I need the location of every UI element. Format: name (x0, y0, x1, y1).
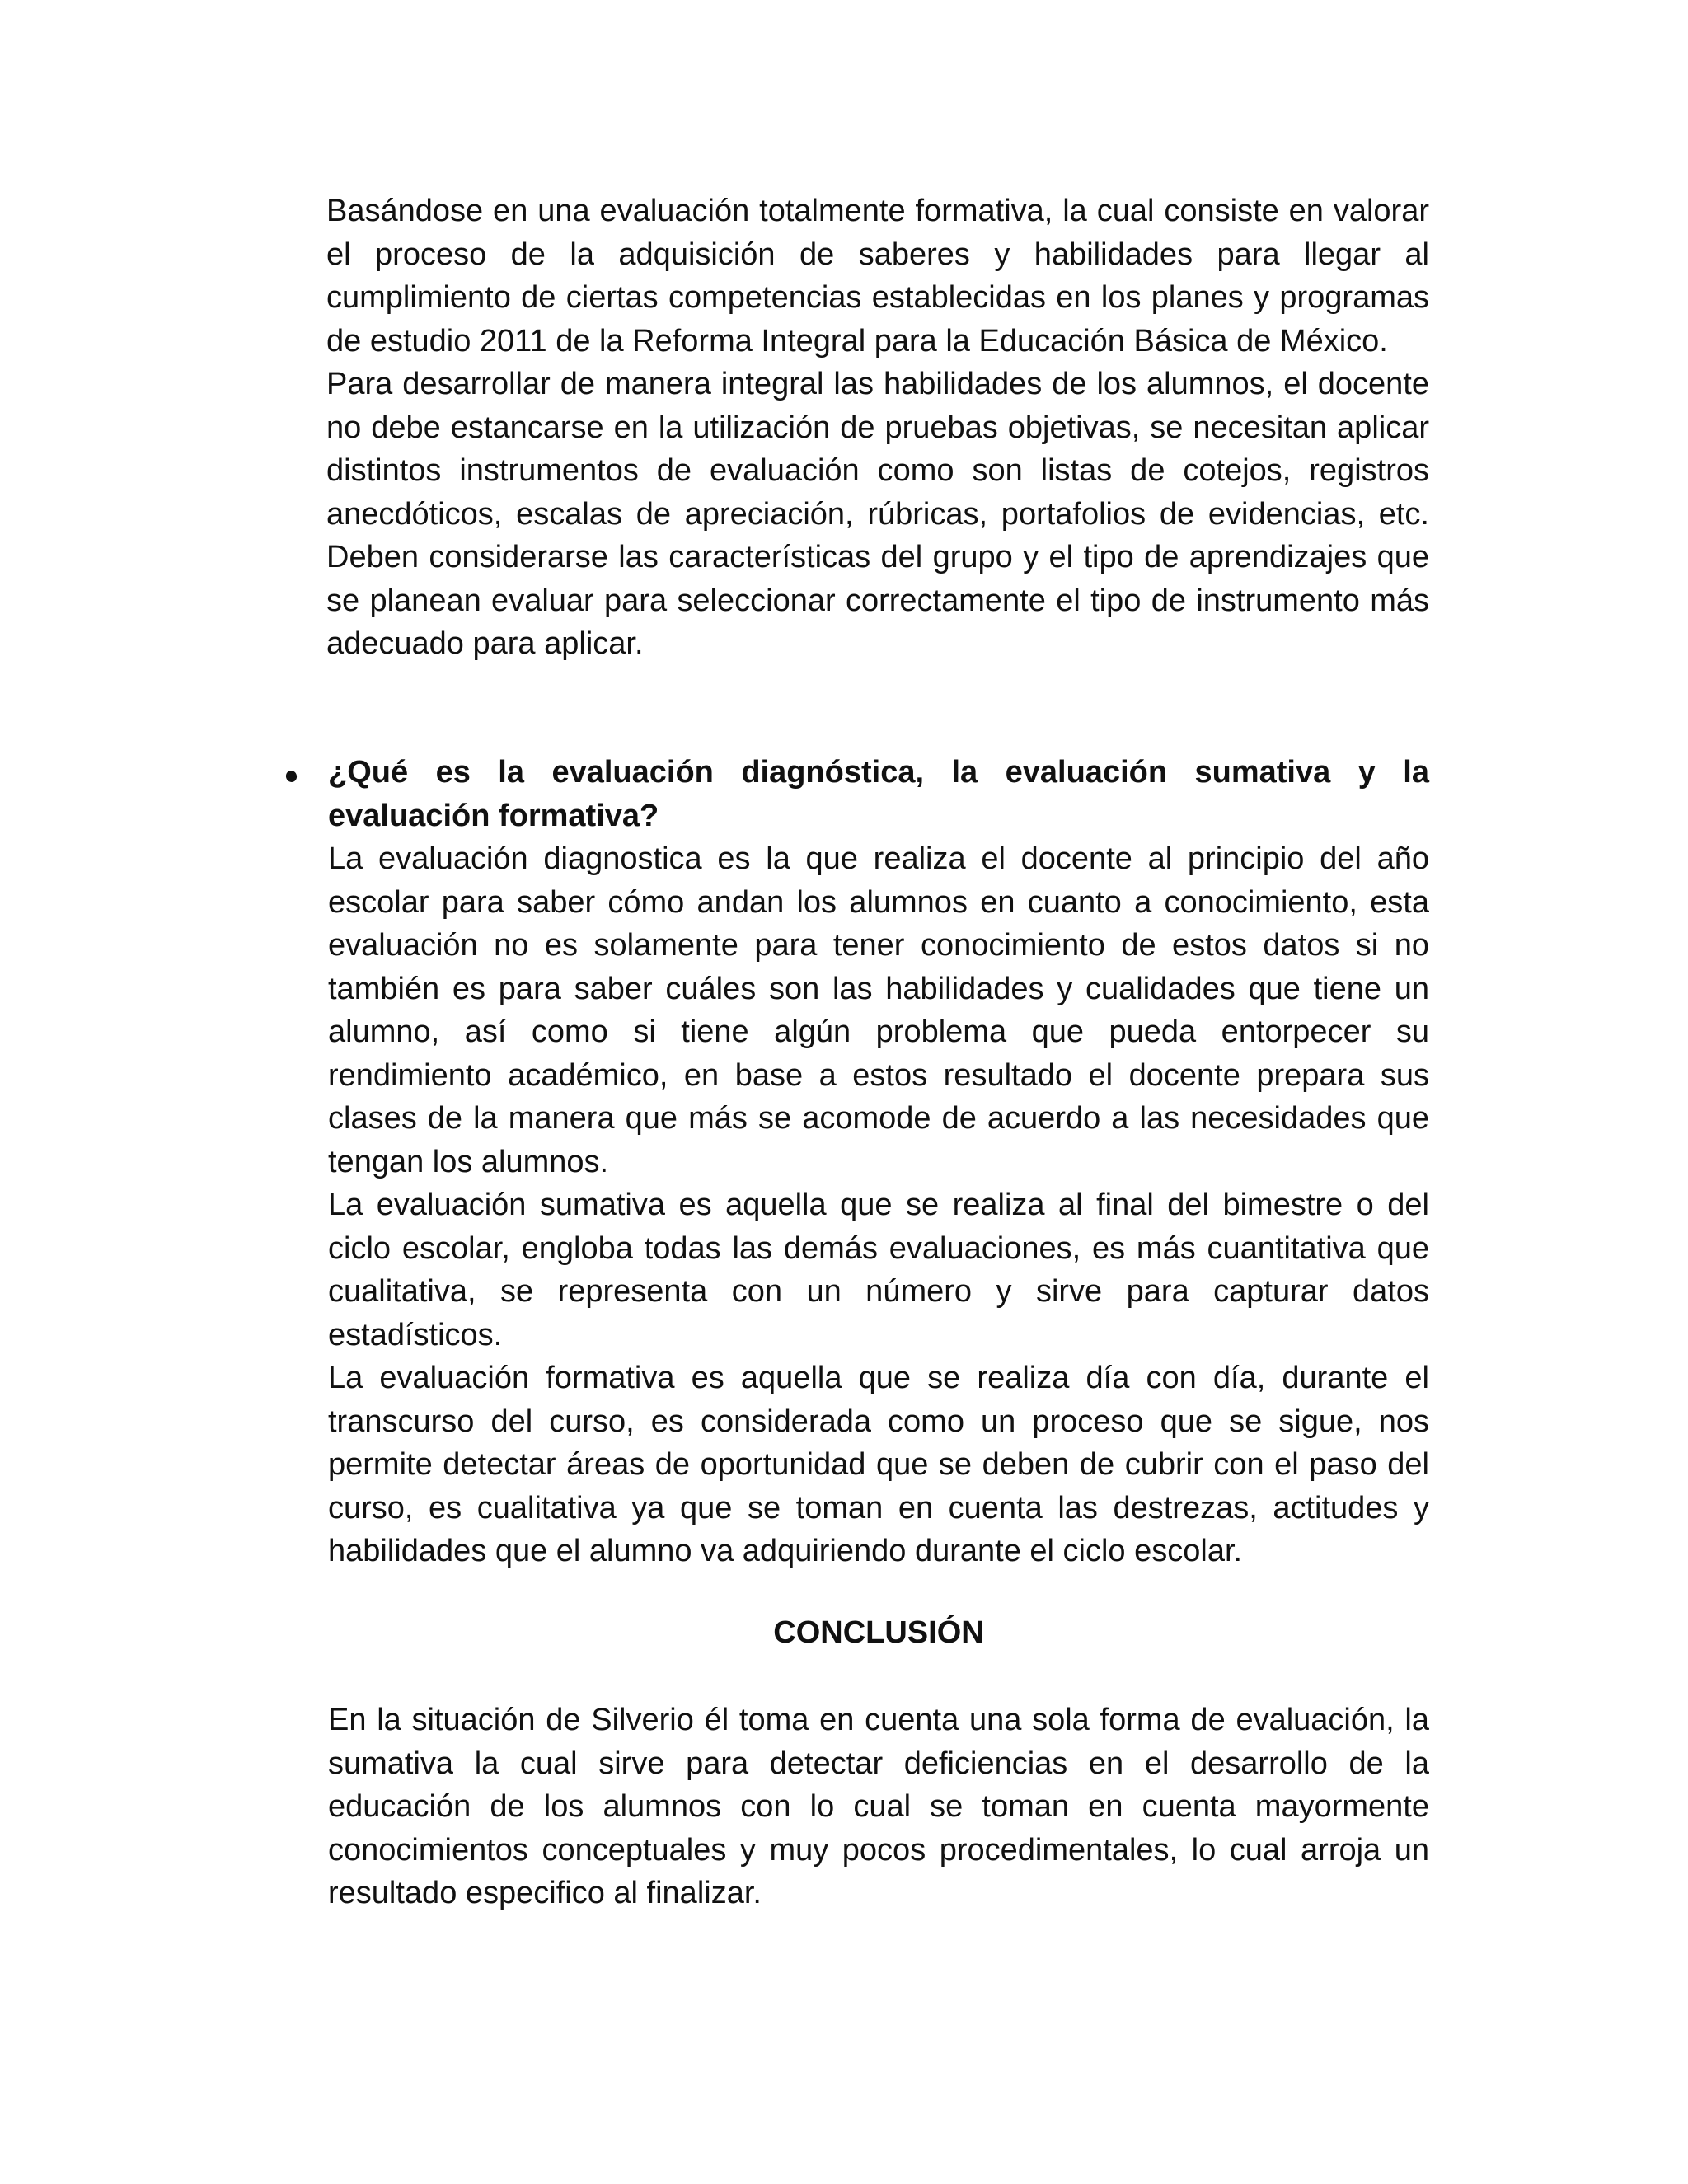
intro-paragraph-1: Basándose en una evaluación totalmente formativa, la cual consiste en valorar el proceso de la adquisición de saberes y habilidades para llegar al cumplimiento de ciertas competencias establecidas en los planes y programas de estudio 2011 de la Reforma Integral para la Educación Básica de México. (326, 194, 1429, 359)
conclusion-heading: CONCLUSIÓN (773, 1615, 984, 1650)
bullet-icon (284, 762, 300, 779)
diagnostic-evaluation-paragraph: La evaluación diagnostica es la que realiza el docente al principio del año escolar para saber cómo andan los alumnos en cuanto a conocimiento, esta evaluación no es solamente para tener conocimiento de estos datos si no también es para saber cuáles son las habilidades y cualidades que tiene un alumno, así como si tiene algún problema que pueda entorpecer su rendimiento académico, en base a estos resultado el docente prepara sus clases de la manera que más se acomode de acuerdo a las necesidades que tengan los alumnos. (328, 841, 1429, 1179)
intro-text-block (326, 190, 1429, 666)
section-question: ¿Qué es la evaluación diagnóstica, la evaluación sumativa y la evaluación formativa? (328, 755, 1429, 833)
evaluation-types-section (328, 751, 1429, 1573)
conclusion-paragraph: En la situación de Silverio él toma en cuenta una sola forma de evaluación, la sumativa la cual sirve para detectar deficiencias en el desarrollo de la educación de los alumnos con lo cual se toman en cuenta mayormente conocimientos conceptuales y muy pocos procedimentales, lo cual arroja un resultado especifico al finalizar. (328, 1703, 1429, 1910)
bullet-dot (284, 769, 298, 784)
intro-paragraph-2: Para desarrollar de manera integral las habilidades de los alumnos, el docente no debe estancarse en la utilización de pruebas objetivas, se necesitan aplicar distintos instrumentos de evaluación como son listas de cotejos, registros anecdóticos, escalas de apreciación, rúbricas, portafolios de evidencias, etc. Deben considerarse las características del grupo y el tipo de aprendizajes que se planean evaluar para seleccionar correctamente el tipo de instrumento más adecuado para aplicar. (326, 367, 1429, 661)
summative-evaluation-paragraph: La evaluación sumativa es aquella que se realiza al final del bimestre o del ciclo escolar, engloba todas las demás evaluaciones, es más cuantitativa que cualitativa, se representa con un número y sirve para capturar datos estadísticos. (328, 1188, 1429, 1352)
formative-evaluation-paragraph: La evaluación formativa es aquella que se realiza día con día, durante el transcurso del curso, es considerada como un proceso que se sigue, nos permite detectar áreas de oportunidad que se deben de cubrir con el paso del curso, es cualitativa ya que se toman en cuenta las destrezas, actitudes y habilidades que el alumno va adquiriendo durante el ciclo escolar. (328, 1361, 1429, 1568)
